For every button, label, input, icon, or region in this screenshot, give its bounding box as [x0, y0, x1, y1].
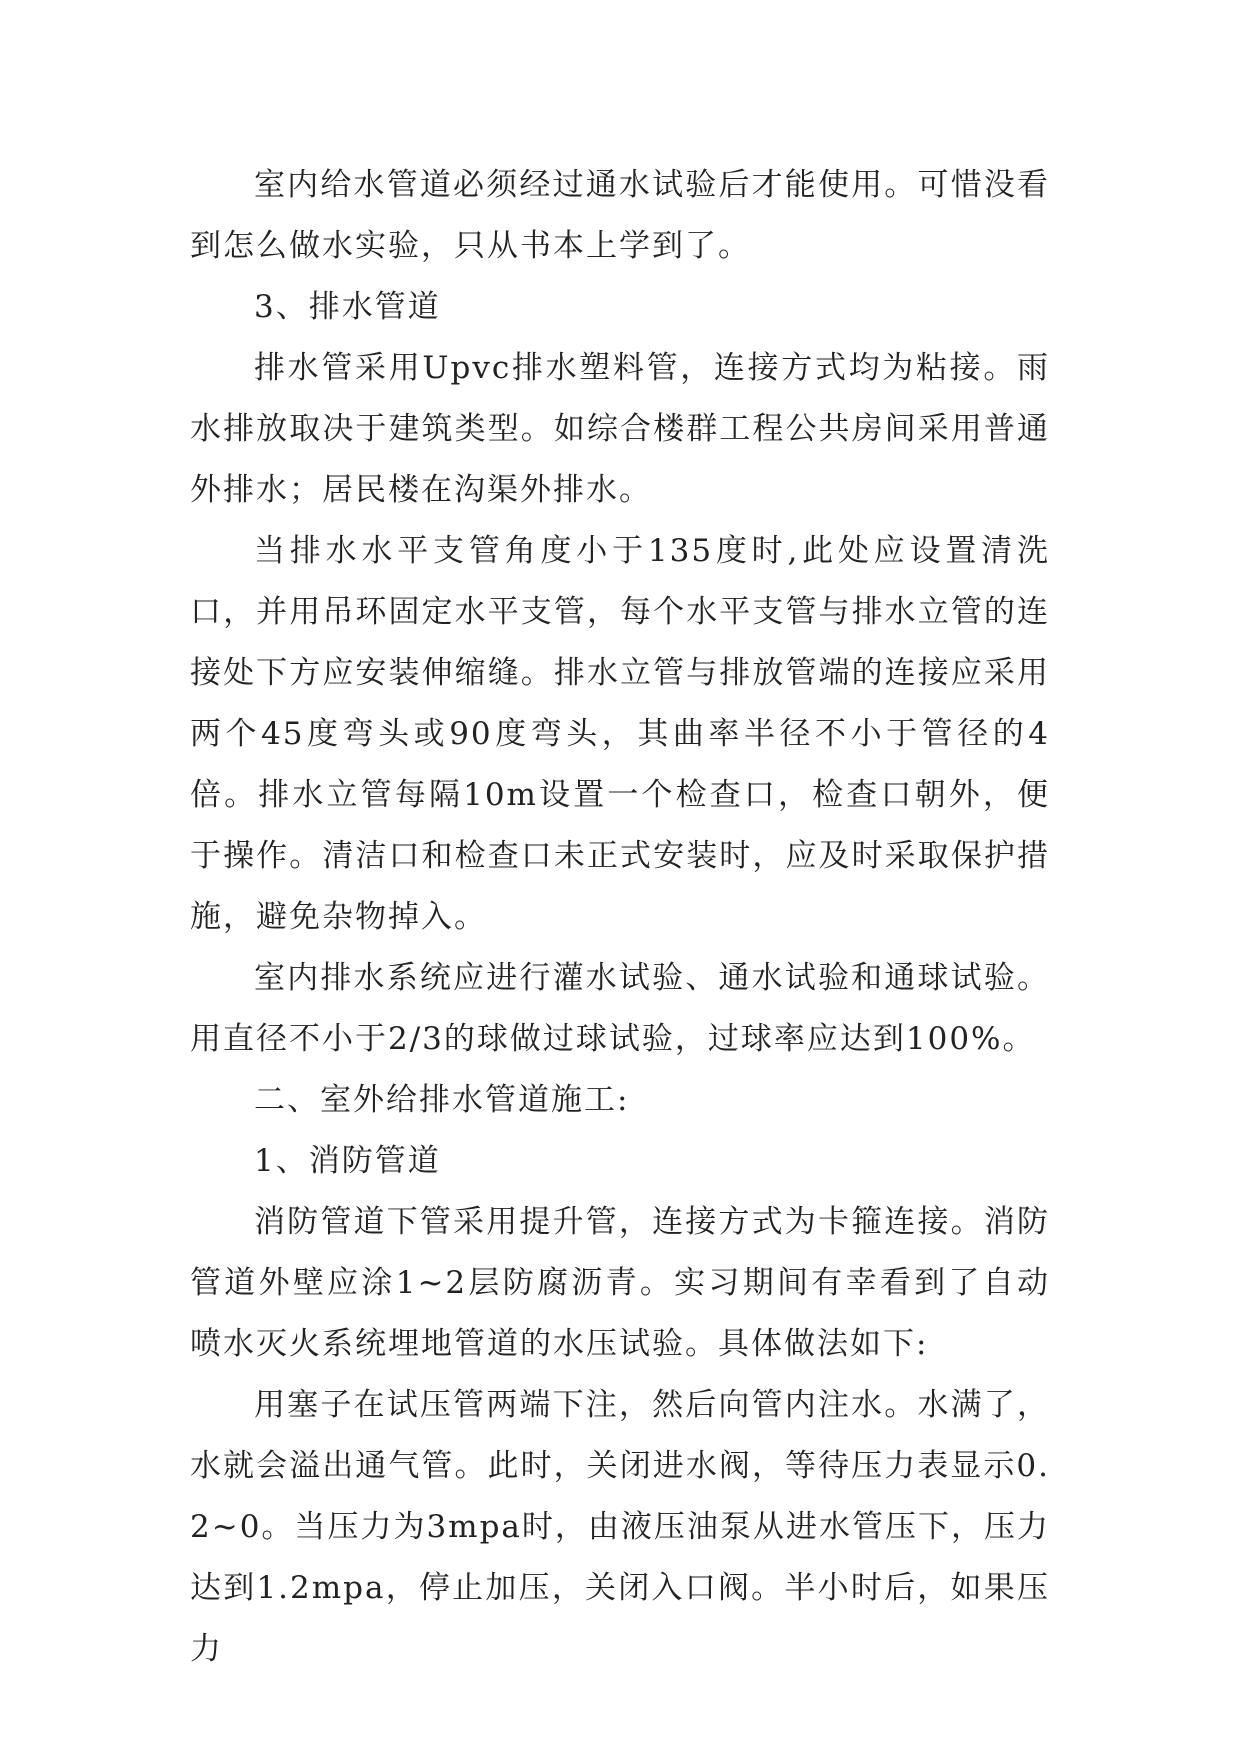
paragraph-fire-pipe-connection: 消防管道下管采用提升管，连接方式为卡箍连接。消防管道外壁应涂1~2层防腐沥青。实习期间有幸看到了自动喷水灭火系统埋地管道的水压试验。具体做法如下: [190, 1204, 1050, 1362]
paragraph-water-supply-test: 室内给水管道必须经过通水试验后才能使用。可惜没看到怎么做水实验，只从书本上学到了。 [190, 167, 1050, 264]
paragraph-drainage-tests: 室内排水系统应进行灌水试验、通水试验和通球试验。用直径不小于2/3的球做过球试验，过球率应达到100%。 [190, 960, 1050, 1057]
paragraph-branch-pipe-angle: 当排水水平支管角度小于135度时,此处应设置清洗口，并用吊环固定水平支管，每个水平支管与排水立管的连接处下方应安装伸缩缝。排水立管与排放管端的连接应采用两个45度弯头或90度弯头，其曲率半径不小于管径的4倍。排水立管每隔10m设置一个检查口，检查口朝外，便于操作。清洁口和检查口未正式安装时，应及时采取保护措施，避免杂物掉入。 [190, 533, 1050, 935]
heading-drainage-pipe: 3、排水管道 [254, 289, 441, 325]
paragraph-upvc-pipe: 排水管采用Upvc排水塑料管，连接方式均为粘接。雨水排放取决于建筑类型。如综合楼群工程公共房间采用普通外排水；居民楼在沟渠外排水。 [190, 350, 1050, 508]
heading-outdoor-construction: 二、室外给排水管道施工: [254, 1082, 630, 1118]
paragraph-pressure-test: 用塞子在试压管两端下注，然后向管内注水。水满了，水就会溢出通气管。此时，关闭进水阀，等待压力表显示0.2~0。当压力为3mpa时，由液压油泵从进水管压下，压力达到1.2mpa，停止加压，关闭入口阀。半小时后，如果压力 [190, 1387, 1050, 1667]
heading-fire-pipe: 1、消防管道 [254, 1143, 441, 1179]
document-body [190, 155, 1050, 1680]
